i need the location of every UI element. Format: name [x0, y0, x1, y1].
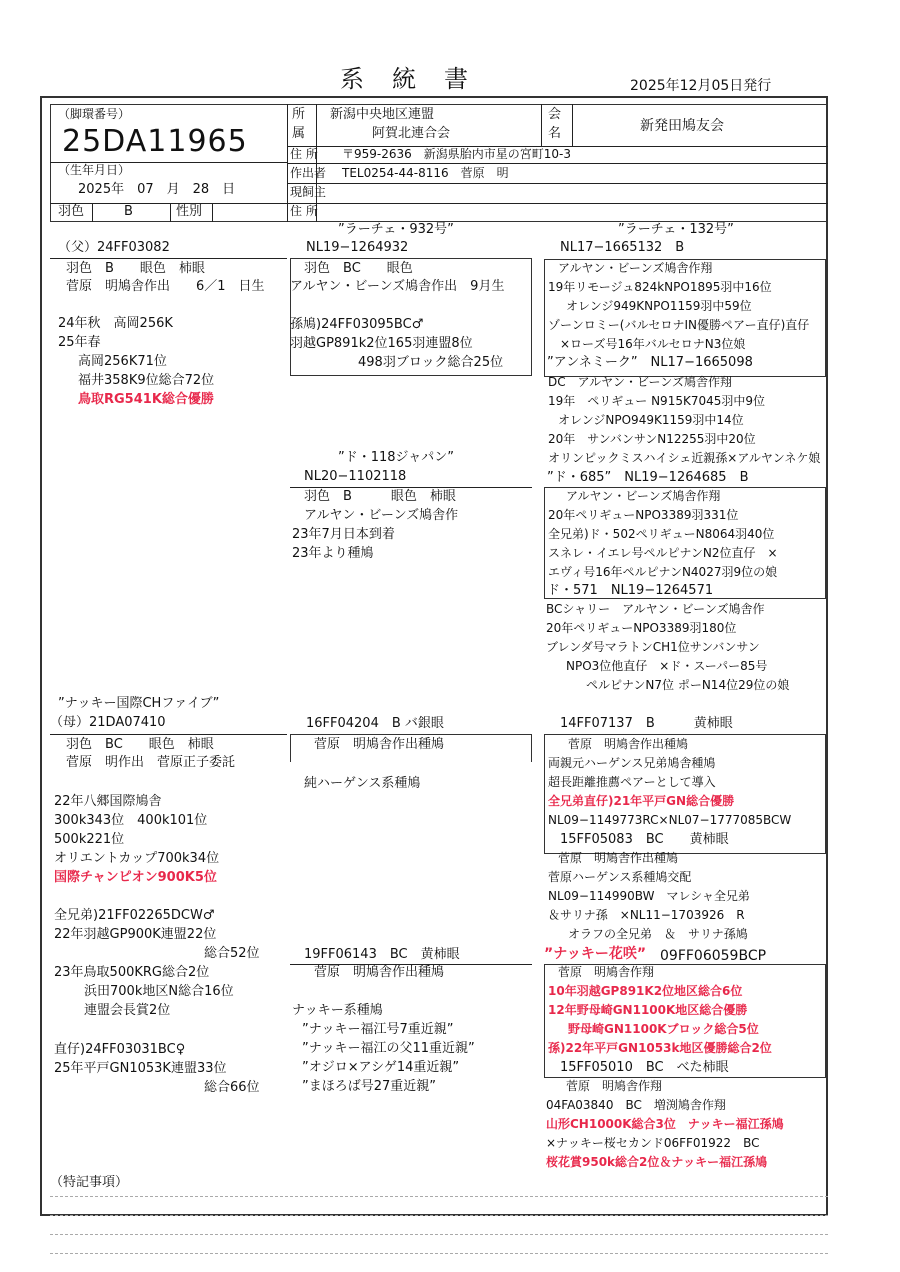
sire-breeder-line: 菅原 明鳩舎作出 6／1 日生 [66, 279, 265, 294]
ss-line: 羽越GP891k2位165羽連盟8位 [290, 336, 473, 351]
color-label: 羽色 [58, 204, 85, 219]
dd-line: ナッキー系種鳩 [292, 1003, 383, 1018]
affiliation-line-1: 新潟中央地区連盟 [330, 107, 435, 122]
sdd-line: NPO3位他直仔 ×ド・スーパー85号 [566, 659, 768, 673]
ss-line: 498羽ブロック総合25位 [358, 355, 504, 370]
ssd-line: 20年 サンバンサンN12255羽中20位 [548, 432, 756, 446]
dsd-line: ＆サリナ孫 ×NL11−1703926 R [548, 908, 745, 922]
ddd-line: 山形CH1000K総合3位 ナッキー福江孫鳩 [546, 1117, 784, 1131]
breeder-label: 作出者 [290, 166, 327, 180]
sire-result-line: 福井358K9位総合72位 [78, 373, 215, 388]
sds-line: アルヤン・ビーンズ鳩舎作翔 [566, 489, 721, 503]
remarks-label: （特記事項） [50, 1175, 129, 1190]
ss-line: アルヤン・ビーンズ鳩舎作出 9月生 [290, 279, 505, 294]
dss-line: 菅原 明鳩舎作出種鳩 [568, 737, 689, 751]
ddd-ring: 15FF05010 BC べた柿眼 [560, 1060, 729, 1075]
club-label-top: 会 [548, 107, 562, 122]
dd-ring: 19FF06143 BC 黄柿眼 [304, 947, 460, 962]
dsd-line: オラフの全兄弟 ＆ サリナ孫鳩 [568, 927, 748, 941]
sire-color-line: 羽色 B 眼色 柿眼 [66, 261, 205, 276]
ssd-line: オレンジNPO949K1159羽中14位 [558, 413, 744, 427]
dd-line: ”ナッキー福江の父11重近親” [302, 1041, 475, 1056]
ddd-line: 桜花賞950k総合2位＆ナッキー福江孫鳩 [546, 1155, 768, 1169]
dds-line: 12年野母崎GN1100K地区総合優勝 [548, 1003, 748, 1017]
dsd-line: 菅原ハーゲンス系種鳩交配 [548, 870, 692, 884]
dam-sibling-line: 浜田700k地区N総合16位 [84, 984, 234, 999]
ss-line: 孫鳩)24FF03095BC♂ [290, 317, 424, 332]
ssd-ring: ”アンネミーク” NL17−1665098 [547, 355, 753, 370]
dds-line: 菅原 明鳩舎作翔 [558, 965, 655, 979]
sire-result-line: 25年春 [58, 335, 101, 350]
dam-result-line: 300k343位 400k101位 [54, 813, 208, 828]
sd-color-line: 羽色 B 眼色 柿眼 [304, 489, 456, 504]
sss-line: ゾーンロミー(バルセロナIN優勝ペアー直仔)直仔 [548, 318, 810, 332]
sire-result-line: 鳥取RG541K総合優勝 [78, 392, 214, 407]
ss-ring: NL19−1264932 [306, 240, 409, 255]
address-value: 〒959-2636 新潟県胎内市星の宮町10-3 [342, 147, 572, 161]
dds-line: 野母崎GN1100Kブロック総合5位 [568, 1022, 759, 1036]
sdd-line: 20年ペリギューNPO3389羽180位 [546, 621, 737, 635]
ring-number: 25DA11965 [62, 124, 248, 159]
dam-sibling-line: 全兄弟)21FF02265DCW♂ [54, 908, 215, 923]
dss-line: 全兄弟直仔)21年平戸GN総合優勝 [548, 794, 735, 808]
sire-result-line: 24年秋 高岡256K [58, 316, 173, 331]
club-label-bottom: 名 [548, 126, 562, 141]
dds-line: 孫)22年平戸GN1053k地区優勝総合2位 [548, 1041, 772, 1055]
affiliation-label-bottom: 属 [292, 126, 306, 141]
sss-line: ×ローズ号16年バルセロナN3位娘 [560, 337, 746, 351]
sds-line: エヴィ号16年ペルピナンN4027羽9位の娘 [548, 565, 778, 579]
dsd-ring: 15FF05083 BC 黄柿眼 [560, 832, 729, 847]
dam-label: （母）21DA07410 [50, 715, 166, 730]
sd-line: 23年7月日本到着 [292, 527, 395, 542]
sd-ring: NL20−1102118 [304, 469, 407, 484]
issue-date: 2025年12月05日発行 [630, 78, 772, 94]
sss-line: 19年リモージュ824kNPO1895羽中16位 [548, 280, 772, 294]
sire-label: （父）24FF03082 [58, 240, 170, 255]
sd-line: アルヤン・ビーンズ鳩舎作 [304, 508, 459, 523]
sdd-ring: ド・571 NL19−1264571 [547, 583, 714, 598]
ssd-line: DC アルヤン・ビーンズ鳩舎作翔 [548, 375, 732, 389]
ddd-line: 菅原 明鳩舎作翔 [566, 1079, 663, 1093]
sss-ring: NL17−1665132 B [560, 240, 685, 255]
dds-ring: 09FF06059BCP [660, 948, 767, 964]
dam-breeder-line: 菅原 明作出 菅原正子委託 [66, 755, 236, 770]
owner-label: 現飼主 [290, 185, 327, 199]
dam-offspring-line: 総合66位 [204, 1080, 260, 1095]
dss-line: 両親元ハーゲンス兄弟鳩舎種鳩 [548, 756, 716, 770]
sex-label: 性別 [176, 204, 203, 219]
ss-color-line: 羽色 BC 眼色 [304, 261, 413, 276]
affiliation-line-2: 阿賀北連合会 [372, 126, 451, 141]
sdd-line: BCシャリー アルヤン・ビーンズ鳩舎作 [546, 602, 765, 616]
dam-result-line: 国際チャンピオン900K5位 [54, 870, 217, 885]
dam-color-line: 羽色 BC 眼色 柿眼 [66, 737, 214, 752]
ssd-line: オリンピックミスハイシェ近親孫×アルヤンネケ娘 [548, 451, 821, 465]
dam-result-line: オリエントカップ700k34位 [54, 851, 220, 866]
dam-sibling-line: 連盟会長賞2位 [84, 1003, 171, 1018]
dam-offspring-line: 直仔)24FF03031BC♀ [54, 1042, 186, 1057]
ds-breeder-line: 菅原 明鳩舎作出種鳩 [314, 737, 445, 752]
ddd-line: 04FA03840 BC 増渕鳩舎作翔 [546, 1098, 726, 1112]
affiliation-label-top: 所 [292, 107, 306, 122]
dss-ring: 14FF07137 B 黄柿眼 [560, 716, 733, 731]
dam-sibling-line: 23年鳥取500KRG総合2位 [54, 965, 210, 980]
club-name: 新発田鳩友会 [640, 118, 724, 134]
birth-date-label: （生年月日） [58, 163, 131, 177]
dss-line: NL09−1149773RC×NL07−1777085BCW [548, 813, 792, 827]
ring-number-label: （脚環番号） [58, 107, 131, 121]
sss-name: ”ラーチェ・132号” [618, 222, 734, 237]
dds-name: ”ナッキー花咲” [544, 946, 647, 962]
address-label: 住 所 [290, 147, 318, 161]
sire-result-line: 高岡256K71位 [78, 354, 167, 369]
ds-line: 純ハーゲンス系種鳩 [304, 776, 421, 791]
dd-line: ”ナッキー福江号7重近親” [302, 1022, 454, 1037]
sd-name: ”ド・118ジャパン” [338, 450, 455, 465]
ssd-line: 19年 ペリギュー N915K7045羽中9位 [548, 394, 766, 408]
dam-sibling-line: 22年羽越GP900K連盟22位 [54, 927, 217, 942]
sd-line: 23年より種鳩 [292, 546, 374, 561]
dam-name: ”ナッキー国際CHファイブ” [58, 696, 220, 711]
dd-line: ”オジロ×アシゲ14重近親” [302, 1060, 460, 1075]
dd-breeder-line: 菅原 明鳩舎作出種鳩 [314, 965, 445, 980]
sds-line: スネレ・イエレ号ペルピナンN2位直仔 × [548, 546, 778, 560]
page-title: 系 統 書 [340, 65, 470, 93]
breeder-value: TEL0254-44-8116 菅原 明 [342, 166, 509, 180]
ddd-line: ×ナッキー桜セカンド06FF01922 BC [546, 1136, 760, 1150]
dsd-line: NL09−114990BW マレシャ全兄弟 [548, 889, 750, 903]
dd-line: ”まほろば号27重近親” [302, 1079, 437, 1094]
sds-line: 20年ペリギューNPO3389羽331位 [548, 508, 739, 522]
color-value: B [124, 204, 133, 219]
owner-address-label: 住 所 [290, 204, 318, 218]
sss-line: オレンジ949KNPO1159羽中59位 [566, 299, 752, 313]
sdd-line: ペルピナンN7位 ポーN14位29位の娘 [586, 678, 790, 692]
sdd-line: ブレンダ号マラトンCH1位サンバンサン [546, 640, 760, 654]
dam-result-line: 22年八郷国際鳩舎 [54, 794, 162, 809]
dam-result-line: 500k221位 [54, 832, 125, 847]
sds-ring: ”ド・685” NL19−1264685 B [547, 470, 749, 485]
sss-line: アルヤン・ビーンズ鳩舎作翔 [558, 261, 713, 275]
sds-line: 全兄弟)ド・502ペリギューN8064羽40位 [548, 527, 775, 541]
dss-line: 超長距離推薦ペアーとして導入 [548, 775, 716, 789]
ds-ring: 16FF04204 B バ銀眼 [306, 716, 444, 731]
dds-line: 10年羽越GP891K2位地区総合6位 [548, 984, 743, 998]
dam-sibling-line: 総合52位 [204, 946, 260, 961]
dam-offspring-line: 25年平戸GN1053K連盟33位 [54, 1061, 227, 1076]
birth-date: 2025年 07 月 28 日 [78, 182, 236, 197]
dsd-line: 菅原 明鳩舎作出種鳩 [558, 851, 679, 865]
ss-name: ”ラーチェ・932号” [338, 222, 454, 237]
